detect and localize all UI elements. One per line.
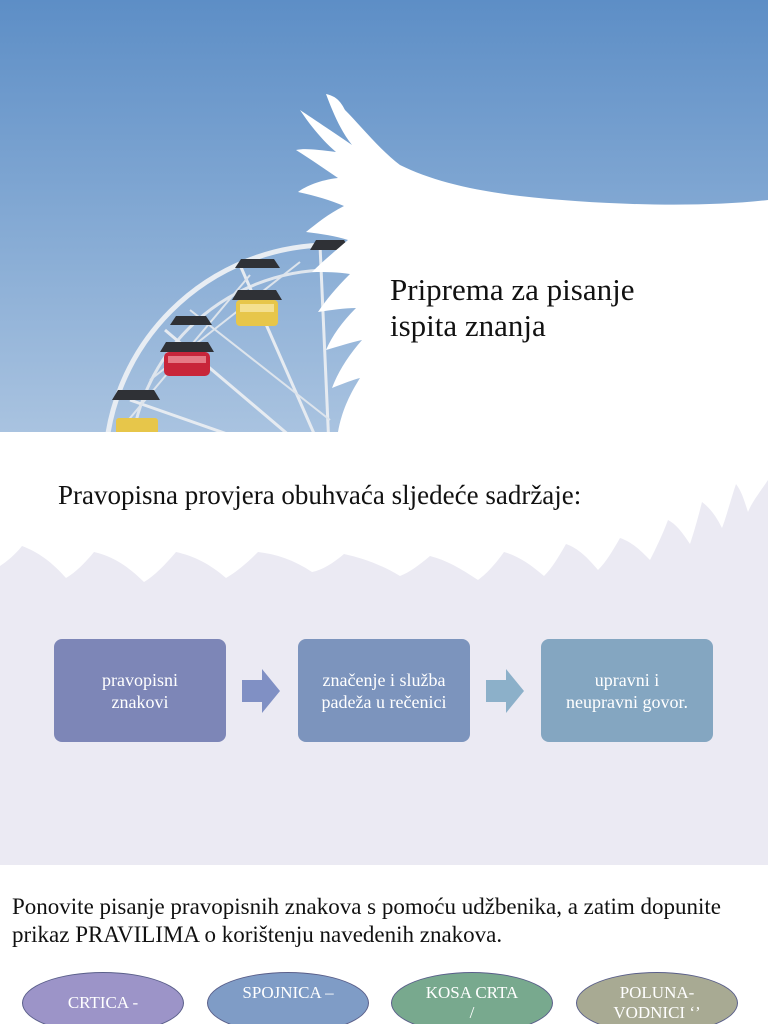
title-slide: [0, 0, 768, 432]
title-line-1: Priprema za pisanje: [390, 272, 635, 307]
pill-kosa-crta: [391, 972, 553, 1024]
pill-crtica: [22, 972, 184, 1024]
slide-heading: Pravopisna provjera obuhvaća sljedeće sadržaje:: [58, 480, 582, 510]
title-line-2: ispita znanja: [390, 308, 546, 343]
pill-polunavodnici: [576, 972, 738, 1024]
box-znacenje-padeza: [298, 639, 470, 742]
pill-4-line-2: VODNICI ‘’: [613, 1003, 701, 1022]
box-3-line-1: upravni i: [594, 669, 660, 690]
box-3-line-2: neupravni govor.: [566, 691, 688, 712]
box-1-line-2: znakovi: [111, 691, 169, 712]
brush-stroke-shape: [296, 94, 768, 432]
exercise-slide: [0, 865, 768, 1024]
content-slide: [0, 432, 768, 865]
pill-1-line-1: CRTICA -: [67, 993, 139, 1012]
arrow-right-icon: [486, 669, 524, 713]
box-2-line-2: padeža u rečenici: [321, 691, 447, 712]
box-pravopisni-znakovi: [54, 639, 226, 742]
box-upravni-govor: [541, 639, 713, 742]
pill-2-line-1: SPOJNICA –: [242, 983, 334, 1002]
ferris-wheel-illustration: [0, 0, 768, 432]
gondola-red: [160, 342, 214, 376]
gondola-yellow: [232, 290, 282, 326]
pill-spojnica: [207, 972, 369, 1024]
box-1-line-1: pravopisni: [102, 669, 178, 690]
box-2-line-1: značenje i služba: [322, 669, 446, 690]
presentation-title: [390, 272, 634, 344]
arrow-right-icon: [242, 669, 280, 713]
instruction-text: Ponovite pisanje pravopisnih znakova s pomoću udžbenika, a zatim dopunite prikaz PRAVILIMA o korištenju navedenih znakova.: [12, 894, 722, 947]
pill-4-line-1: POLUNA-: [619, 983, 695, 1002]
pill-3-line-2: /: [469, 1003, 475, 1022]
pill-3-line-1: KOSA CRTA: [425, 983, 519, 1002]
